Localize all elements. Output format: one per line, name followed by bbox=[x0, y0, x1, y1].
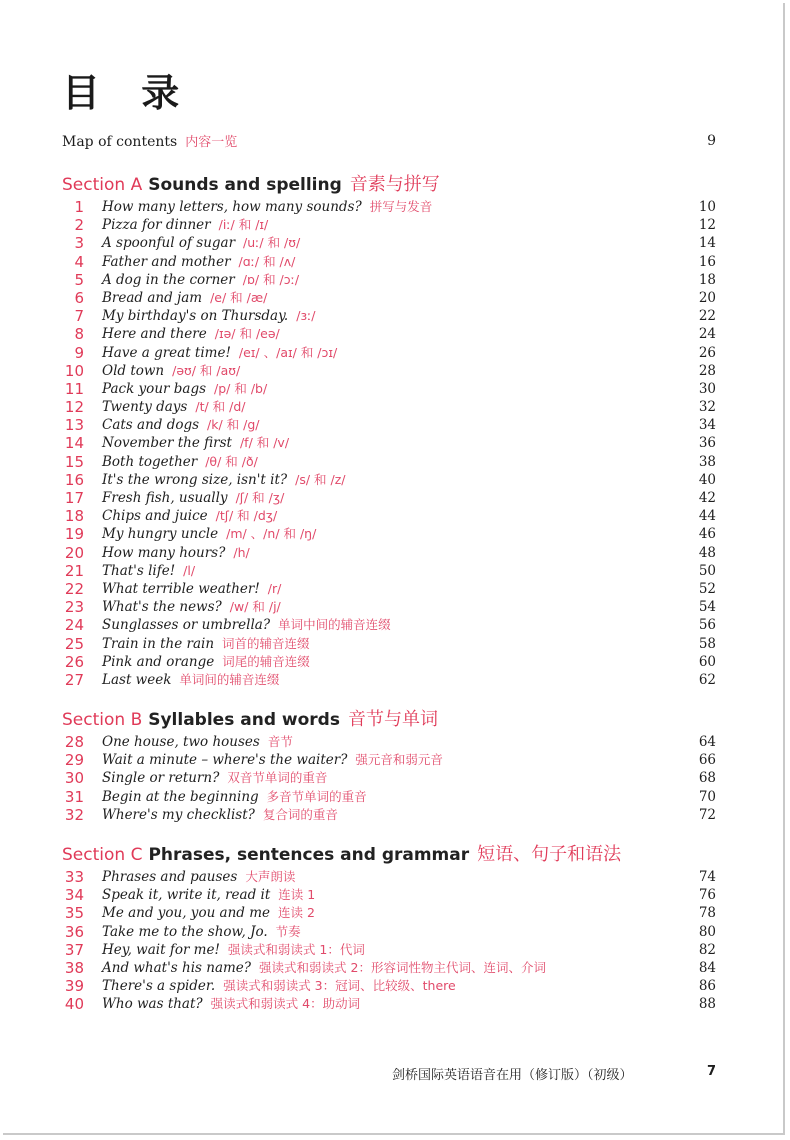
book-title: 剑桥国际英语语音在用（修订版）（初级） bbox=[392, 1068, 633, 1083]
unit-title-en: Both together bbox=[102, 453, 198, 470]
unit-title-en: Here and there bbox=[102, 326, 207, 343]
unit-title-en: My hungry uncle bbox=[102, 526, 219, 543]
unit-number: 35 bbox=[64, 904, 84, 923]
toc-entry[interactable] bbox=[62, 380, 716, 398]
unit-note-cn: 词尾的辅音连缀 bbox=[222, 653, 310, 669]
toc-entry[interactable] bbox=[62, 868, 716, 886]
page-number: 7 bbox=[706, 1064, 716, 1079]
unit-note-cn: /iː/ 和 /ɪ/ bbox=[218, 217, 269, 233]
unit-note-cn: 连读 2 bbox=[278, 905, 315, 921]
unit-title bbox=[102, 453, 258, 471]
toc-entry[interactable] bbox=[62, 788, 716, 806]
unit-note-cn: /f/ 和 /v/ bbox=[239, 435, 290, 451]
unit-note-cn: /m/ 、/n/ 和 /ŋ/ bbox=[226, 526, 317, 542]
unit-number: 39 bbox=[64, 977, 84, 996]
toc-entry[interactable] bbox=[62, 289, 716, 307]
unit-note-cn: /ɪə/ 和 /eə/ bbox=[214, 326, 280, 342]
unit-title-en: Last week bbox=[102, 671, 172, 688]
unit-page-number: 10 bbox=[698, 199, 716, 215]
unit-title-en: Cats and dogs bbox=[102, 417, 200, 434]
toc-entry[interactable] bbox=[62, 959, 716, 977]
unit-page-number: 26 bbox=[698, 344, 716, 361]
unit-title bbox=[102, 616, 391, 634]
section-a-heading bbox=[62, 170, 440, 196]
unit-note-cn: /ɑː/ 和 /ʌ/ bbox=[238, 253, 296, 269]
unit-title-en: Speak it, write it, read it bbox=[102, 887, 271, 904]
toc-entry[interactable] bbox=[62, 198, 716, 216]
unit-page-number: 82 bbox=[698, 941, 716, 958]
unit-note-cn: 多音节单词的重音 bbox=[266, 788, 367, 804]
unit-number: 14 bbox=[64, 434, 84, 453]
unit-title-en: A spoonful of sugar bbox=[102, 235, 236, 252]
unit-note-cn: 强读式和弱读式 2：形容词性物主代词、连词、介词 bbox=[259, 959, 546, 975]
unit-title-en: There's a spider. bbox=[102, 978, 216, 995]
toc-entry[interactable] bbox=[62, 489, 716, 507]
unit-page-number: 60 bbox=[698, 653, 716, 670]
toc-entry[interactable] bbox=[62, 886, 716, 904]
unit-number: 31 bbox=[64, 787, 84, 806]
unit-page-number: 70 bbox=[698, 788, 716, 805]
section-label: Section A bbox=[62, 175, 143, 195]
unit-note-cn: /t/ 和 /d/ bbox=[195, 399, 246, 415]
unit-page-number: 36 bbox=[698, 435, 716, 452]
unit-number: 6 bbox=[74, 288, 84, 307]
unit-title bbox=[102, 253, 295, 271]
unit-number: 24 bbox=[64, 616, 84, 635]
unit-title bbox=[102, 507, 277, 525]
unit-title bbox=[102, 995, 360, 1013]
unit-number: 25 bbox=[64, 634, 84, 653]
unit-page-number: 54 bbox=[698, 599, 716, 616]
unit-note-cn: /p/ 和 /b/ bbox=[214, 380, 268, 396]
unit-title bbox=[102, 904, 315, 922]
unit-title bbox=[102, 959, 546, 977]
unit-title bbox=[102, 398, 246, 416]
unit-page-number: 14 bbox=[698, 235, 716, 252]
unit-note-cn: /ɒ/ 和 /ɔː/ bbox=[242, 271, 300, 287]
unit-title bbox=[102, 562, 195, 580]
unit-number: 28 bbox=[64, 733, 84, 751]
page-title: 目 录 bbox=[62, 71, 194, 115]
section-label: Section C bbox=[62, 845, 143, 865]
unit-title-en: My birthday's on Thursday. bbox=[102, 308, 289, 325]
unit-number: 10 bbox=[64, 361, 84, 380]
unit-page-number: 42 bbox=[698, 490, 716, 506]
toc-entry[interactable] bbox=[62, 616, 716, 634]
toc-entry[interactable] bbox=[62, 344, 716, 362]
section-title-en: Sounds and spelling bbox=[148, 175, 342, 195]
unit-title-en: Where's my checklist? bbox=[102, 806, 255, 823]
toc-entry[interactable] bbox=[62, 598, 716, 616]
toc-entry[interactable] bbox=[62, 416, 716, 434]
unit-number: 8 bbox=[74, 325, 84, 344]
unit-page-number: 24 bbox=[698, 326, 716, 343]
unit-title bbox=[102, 941, 365, 959]
unit-number: 20 bbox=[64, 543, 84, 562]
unit-title bbox=[102, 923, 301, 941]
unit-title-en: Hey, wait for me! bbox=[102, 941, 220, 958]
unit-title bbox=[102, 525, 316, 543]
unit-title-en: Chips and juice bbox=[102, 508, 208, 525]
unit-page-number: 86 bbox=[698, 978, 716, 995]
unit-title-en: What's the news? bbox=[102, 599, 222, 616]
unit-title-en: Twenty days bbox=[102, 399, 188, 416]
toc-entry[interactable] bbox=[62, 977, 716, 995]
unit-title bbox=[102, 344, 337, 362]
unit-number: 4 bbox=[74, 252, 84, 271]
unit-number: 5 bbox=[74, 270, 84, 289]
unit-title-en: November the first bbox=[102, 435, 232, 452]
unit-number: 15 bbox=[64, 452, 84, 471]
unit-note-cn: /θ/ 和 /ð/ bbox=[205, 453, 258, 469]
unit-note-cn: /e/ 和 /æ/ bbox=[210, 289, 268, 305]
unit-note-cn: 节奏 bbox=[275, 923, 301, 939]
unit-number: 7 bbox=[74, 307, 84, 326]
unit-title bbox=[102, 198, 432, 216]
unit-title bbox=[102, 671, 279, 689]
unit-title-en: That's life! bbox=[102, 562, 176, 579]
unit-title-en: Begin at the beginning bbox=[102, 788, 259, 805]
unit-title bbox=[102, 380, 267, 398]
unit-note-cn: /l/ bbox=[183, 562, 196, 578]
unit-note-cn: /uː/ 和 /ʊ/ bbox=[243, 235, 301, 251]
unit-title-en: How many hours? bbox=[102, 544, 226, 561]
unit-number: 13 bbox=[64, 416, 84, 435]
unit-number: 18 bbox=[64, 507, 84, 526]
toc-entry[interactable] bbox=[62, 253, 716, 271]
unit-page-number: 30 bbox=[698, 380, 716, 397]
page-footer bbox=[392, 1064, 716, 1084]
unit-page-number: 76 bbox=[698, 887, 716, 904]
unit-page-number: 18 bbox=[698, 271, 716, 288]
unit-page-number: 66 bbox=[698, 752, 716, 769]
unit-page-number: 22 bbox=[698, 308, 716, 325]
unit-number: 29 bbox=[64, 751, 84, 770]
unit-note-cn: /əʊ/ 和 /aʊ/ bbox=[172, 362, 241, 378]
toc-entry[interactable] bbox=[62, 923, 716, 941]
toc-entry[interactable] bbox=[62, 751, 716, 769]
unit-title bbox=[102, 598, 281, 616]
unit-note-cn: /tʃ/ 和 /dʒ/ bbox=[215, 508, 278, 524]
unit-page-number: 62 bbox=[698, 671, 716, 688]
toc-entry[interactable] bbox=[62, 904, 716, 922]
unit-number: 3 bbox=[74, 234, 84, 253]
unit-title-en: Old town bbox=[102, 362, 165, 379]
unit-title-en: Fresh fish, usually bbox=[102, 490, 228, 506]
unit-title-en: Take me to the show, Jo. bbox=[102, 923, 268, 940]
toc-entry[interactable] bbox=[62, 653, 716, 671]
toc-entry[interactable] bbox=[62, 434, 716, 452]
unit-page-number: 78 bbox=[698, 905, 716, 922]
unit-number: 23 bbox=[64, 598, 84, 617]
unit-title-en: Single or return? bbox=[102, 770, 220, 787]
unit-title bbox=[102, 806, 338, 824]
section-b-list bbox=[62, 733, 716, 824]
toc-entry[interactable] bbox=[62, 234, 716, 252]
unit-title-en: It's the wrong size, isn't it? bbox=[102, 471, 288, 488]
unit-title bbox=[102, 307, 316, 325]
unit-page-number: 88 bbox=[698, 996, 716, 1013]
unit-title bbox=[102, 416, 260, 434]
toc-entry[interactable] bbox=[62, 271, 716, 289]
unit-title bbox=[102, 868, 295, 886]
unit-title bbox=[102, 788, 367, 806]
unit-note-cn: 拼写与发音 bbox=[369, 199, 433, 214]
map-of-contents-entry[interactable] bbox=[62, 131, 716, 153]
unit-number: 17 bbox=[64, 489, 84, 507]
unit-number: 11 bbox=[64, 379, 84, 398]
unit-note-cn: 复合词的重音 bbox=[262, 806, 338, 822]
unit-number: 9 bbox=[74, 343, 84, 362]
unit-title bbox=[102, 271, 299, 289]
unit-title bbox=[102, 733, 293, 751]
unit-number: 19 bbox=[64, 525, 84, 544]
unit-title bbox=[102, 635, 310, 653]
unit-number: 32 bbox=[64, 805, 84, 824]
unit-page-number: 34 bbox=[698, 417, 716, 434]
toc-entry[interactable] bbox=[62, 580, 716, 598]
unit-page-number: 20 bbox=[698, 289, 716, 306]
unit-title bbox=[102, 886, 315, 904]
unit-number: 1 bbox=[74, 198, 84, 216]
unit-title-en: Phrases and pauses bbox=[102, 869, 238, 885]
toc-entry[interactable] bbox=[62, 995, 716, 1013]
toc-entry[interactable] bbox=[62, 671, 716, 689]
unit-note-cn: 词首的辅音连缀 bbox=[222, 635, 310, 651]
toc-entry[interactable] bbox=[62, 733, 716, 751]
map-label: Map of contents bbox=[62, 134, 178, 150]
unit-number: 2 bbox=[74, 216, 84, 235]
unit-title-en: Father and mother bbox=[102, 253, 231, 270]
unit-title-en: Have a great time! bbox=[102, 344, 231, 361]
unit-page-number: 44 bbox=[698, 508, 716, 525]
section-b-heading bbox=[62, 705, 438, 731]
unit-page-number: 68 bbox=[698, 770, 716, 787]
toc-entry[interactable] bbox=[62, 507, 716, 525]
unit-page-number: 28 bbox=[698, 362, 716, 379]
unit-page-number: 52 bbox=[698, 580, 716, 597]
unit-title-en: Sunglasses or umbrella? bbox=[102, 617, 271, 634]
unit-number: 33 bbox=[64, 868, 84, 886]
unit-title bbox=[102, 289, 267, 307]
toc-entry[interactable] bbox=[62, 544, 716, 562]
unit-title-en: Bread and jam bbox=[102, 289, 203, 306]
unit-title-en: Who was that? bbox=[102, 996, 203, 1013]
unit-page-number: 12 bbox=[698, 217, 716, 234]
unit-note-cn: 强读式和弱读式 1：代词 bbox=[227, 941, 365, 957]
unit-note-cn: /r/ bbox=[267, 580, 282, 596]
section-title-en: Syllables and words bbox=[148, 710, 340, 730]
unit-title-en: Wait a minute – where's the waiter? bbox=[102, 752, 348, 769]
unit-number: 34 bbox=[64, 886, 84, 905]
unit-title bbox=[102, 544, 250, 562]
toc-entry[interactable] bbox=[62, 941, 716, 959]
unit-title bbox=[102, 434, 289, 452]
unit-note-cn: 音节 bbox=[267, 734, 293, 749]
unit-title-en: Train in the rain bbox=[102, 635, 215, 652]
section-title-cn: 音素与拼写 bbox=[349, 174, 440, 195]
unit-note-cn: 双音节单词的重音 bbox=[227, 770, 328, 786]
unit-number: 40 bbox=[64, 995, 84, 1014]
toc-entry[interactable] bbox=[62, 525, 716, 543]
unit-title-en: Me and you, you and me bbox=[102, 905, 271, 922]
unit-page-number: 64 bbox=[698, 734, 716, 750]
toc-entry[interactable] bbox=[62, 562, 716, 580]
unit-note-cn: 强读式和弱读式 4：助动词 bbox=[210, 996, 361, 1012]
unit-note-cn: /eɪ/ 、/aɪ/ 和 /ɔɪ/ bbox=[238, 344, 338, 360]
section-a-list bbox=[62, 198, 716, 689]
unit-note-cn: /ɜː/ bbox=[296, 308, 316, 324]
section-c-list bbox=[62, 868, 716, 1014]
unit-number: 38 bbox=[64, 958, 84, 977]
unit-title bbox=[102, 769, 327, 787]
map-page-number: 9 bbox=[707, 133, 716, 149]
unit-title bbox=[102, 580, 281, 598]
unit-number: 12 bbox=[64, 398, 84, 417]
unit-title bbox=[102, 653, 310, 671]
unit-title-en: A dog in the corner bbox=[102, 271, 235, 288]
unit-page-number: 16 bbox=[698, 253, 716, 270]
unit-page-number: 84 bbox=[698, 959, 716, 976]
unit-title bbox=[102, 977, 456, 995]
unit-page-number: 48 bbox=[698, 544, 716, 561]
unit-note-cn: 强读式和弱读式 3：冠词、比较级、there bbox=[223, 978, 456, 994]
unit-title bbox=[102, 216, 268, 234]
unit-title-en: Pizza for dinner bbox=[102, 217, 211, 234]
toc-entry[interactable] bbox=[62, 398, 716, 416]
unit-number: 16 bbox=[64, 470, 84, 489]
unit-number: 36 bbox=[64, 922, 84, 941]
unit-title bbox=[102, 362, 240, 380]
unit-title bbox=[102, 234, 300, 252]
toc-entry[interactable] bbox=[62, 307, 716, 325]
unit-note-cn: 大声朗读 bbox=[245, 869, 296, 884]
unit-title bbox=[102, 489, 284, 507]
unit-note-cn: 连读 1 bbox=[278, 887, 316, 903]
toc-entry[interactable] bbox=[62, 216, 716, 234]
unit-page-number: 74 bbox=[698, 869, 716, 885]
unit-number: 30 bbox=[64, 769, 84, 788]
unit-note-cn: /h/ bbox=[233, 544, 250, 560]
unit-title bbox=[102, 751, 443, 769]
unit-number: 21 bbox=[64, 561, 84, 580]
unit-page-number: 32 bbox=[698, 399, 716, 416]
unit-title-en: Pink and orange bbox=[102, 653, 215, 670]
section-title-en: Phrases, sentences and grammar bbox=[148, 845, 470, 865]
unit-page-number: 46 bbox=[698, 526, 716, 543]
unit-title bbox=[102, 471, 346, 489]
section-title-cn: 短语、句子和语法 bbox=[477, 844, 622, 865]
toc-entry[interactable] bbox=[62, 471, 716, 489]
unit-note-cn: 单词中间的辅音连缀 bbox=[278, 617, 391, 633]
unit-page-number: 56 bbox=[698, 617, 716, 634]
unit-page-number: 50 bbox=[698, 562, 716, 579]
unit-note-cn: /s/ 和 /z/ bbox=[295, 471, 346, 487]
unit-page-number: 72 bbox=[698, 806, 716, 823]
unit-title-en: How many letters, how many sounds? bbox=[102, 199, 362, 215]
section-label: Section B bbox=[62, 710, 143, 730]
toc-entry[interactable] bbox=[62, 325, 716, 343]
unit-page-number: 38 bbox=[698, 453, 716, 470]
unit-note-cn: 单词间的辅音连缀 bbox=[179, 671, 280, 687]
unit-note-cn: /w/ 和 /j/ bbox=[229, 599, 281, 615]
unit-number: 27 bbox=[64, 670, 84, 689]
unit-number: 37 bbox=[64, 940, 84, 959]
toc-entry[interactable] bbox=[62, 362, 716, 380]
toc-entry[interactable] bbox=[62, 453, 716, 471]
unit-note-cn: /k/ 和 /g/ bbox=[207, 417, 260, 433]
toc-entry[interactable] bbox=[62, 769, 716, 787]
unit-number: 22 bbox=[64, 579, 84, 598]
unit-title-en: One house, two houses bbox=[102, 734, 260, 750]
toc-entry[interactable] bbox=[62, 806, 716, 824]
toc-entry[interactable] bbox=[62, 635, 716, 653]
unit-title-en: Pack your bags bbox=[102, 380, 207, 397]
unit-page-number: 40 bbox=[698, 471, 716, 488]
unit-title-en: And what's his name? bbox=[102, 959, 252, 976]
section-c-heading bbox=[62, 840, 621, 866]
unit-title bbox=[102, 325, 280, 343]
unit-note-cn: /ʃ/ 和 /ʒ/ bbox=[235, 490, 285, 505]
section-title-cn: 音节与单词 bbox=[347, 709, 438, 730]
unit-title-en: What terrible weather! bbox=[102, 580, 260, 597]
unit-page-number: 58 bbox=[698, 635, 716, 652]
unit-page-number: 80 bbox=[698, 923, 716, 940]
unit-note-cn: 强元音和弱元音 bbox=[355, 752, 443, 768]
map-cn-label: 内容一览 bbox=[185, 135, 238, 150]
unit-number: 26 bbox=[64, 652, 84, 671]
